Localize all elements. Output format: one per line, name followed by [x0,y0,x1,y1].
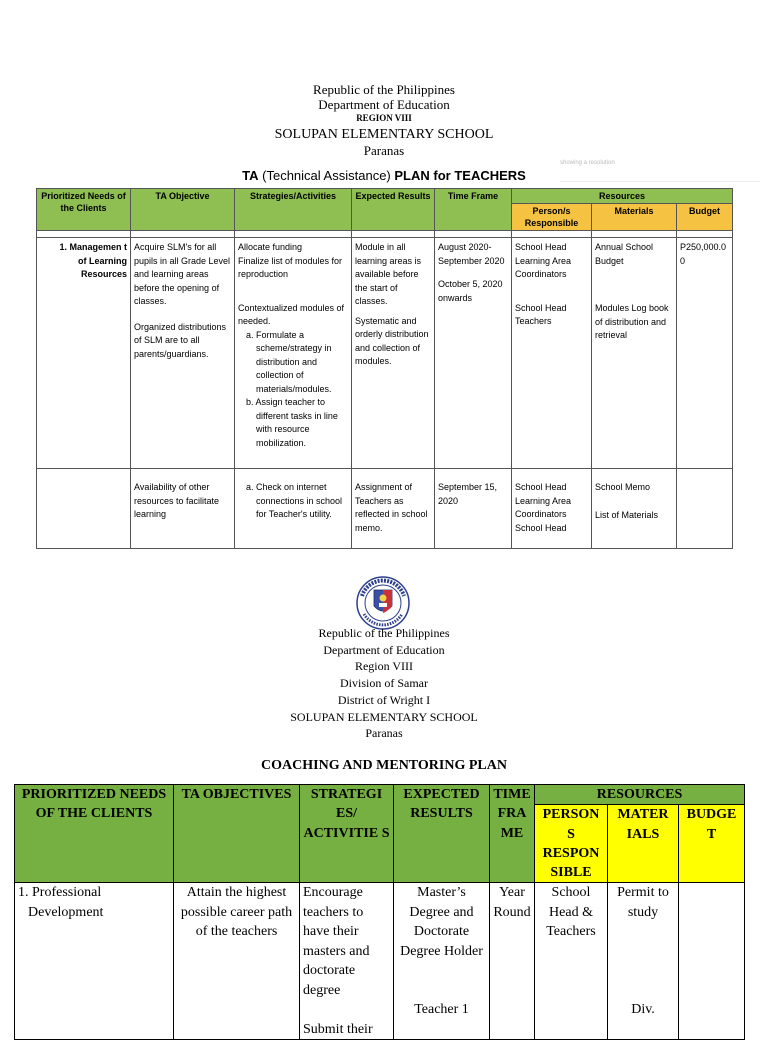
deped-seal-icon [356,576,410,630]
cm-header-materials: MATER IALS [608,805,679,883]
ta-row1-objective: Acquire SLM's for all pupils in all Grade Level and learning areas before the opening of classes. Organized distributions of SLM are to all parents/guardians. [131,238,235,469]
ta-header-person: Person/s Responsible [512,204,592,231]
ta-row2-strategy: a. Check on internet connections in school for Teacher's utility. [235,469,352,549]
cm-header-objectives: TA OBJECTIVES [174,785,300,883]
cm-header-budget: BUDGE T [679,805,745,883]
cm-row-1 [15,883,745,1040]
lower-school-name: SOLUPAN ELEMENTARY SCHOOL [290,709,478,724]
ta-plan-table [36,188,733,549]
ta-row1-time: August 2020-September 2020 October 5, 2020 onwards [435,238,512,469]
ta-plan-clip [30,180,740,534]
ta-header-objective: TA Objective [131,189,235,231]
ta-header-budget: Budget [677,204,733,231]
cm-row1-strategy: Encourage teachers to have their masters and doctorate degree Submit their [300,883,394,1040]
ta-row2-result: Assignment of Teachers as reflected in school memo. [352,469,435,549]
department-line: Department of Education [318,97,450,112]
ta-header-materials: Materials [592,204,677,231]
ta-header-strategies: Strategies/Activities [235,189,352,231]
ta-row1-strategies: Allocate funding Finalize list of modules for reproduction Contextualized modules of needed. a. Formulate a scheme/strategy in distribution and collection of materials/modules. b. Assign teacher to different tasks in line with resource mobilization. [235,238,352,469]
cm-header-resources: RESOURCES [535,785,745,805]
ta-row1-materials: Annual School Budget Modules Log book of distribution and retrieval [592,238,677,469]
lower-letterhead [0,625,768,742]
school-name: SOLUPAN ELEMENTARY SCHOOL [274,127,494,142]
cm-row1-need: 1. Professional Development [15,883,174,1040]
cm-header-time: TIME FRA ME [490,785,535,883]
lower-division-line: Division of Samar [340,676,428,691]
ta-row-1 [37,238,733,469]
coaching-plan-clip [14,784,746,1037]
cm-header-results: EXPECTED RESULTS [394,785,490,883]
ta-row1-need: 1. Managemen t of Learning Resources [37,238,131,469]
cm-row1-objective: Attain the highest possible career path of the teachers [174,883,300,1040]
ta-row1-budget: P250,000.0 0 [677,238,733,469]
coaching-plan-table [14,784,745,1040]
cm-row1-materials: Permit to study Div. [608,883,679,1040]
ta-row2-person: School Head Learning Area Coordinators School Head [512,469,592,549]
ta-row-2 [37,469,733,549]
ta-row2-materials: School Memo List of Materials [592,469,677,549]
cm-header-needs: PRIORITIZED NEEDS OF THE CLIENTS [15,785,174,883]
lower-republic-line: Republic of the Philippines [318,626,450,640]
ta-row2-time: September 15, 2020 [435,469,512,549]
ta-row2-budget [677,469,733,549]
lower-department-line: Department of Education [323,642,445,657]
cm-row1-person: School Head & Teachers [535,883,608,1040]
ta-plan-title: TA (Technical Assistance) PLAN for TEACHERS [242,168,526,183]
ta-row1-person: School Head Learning Area Coordinators School Head Teachers [512,238,592,469]
ta-header-time: Time Frame [435,189,512,231]
cm-row1-time: Year Round [490,883,535,1040]
ta-header-results: Expected Results [352,189,435,231]
cm-row1-result: Master’s Degree and Doctorate Degree Holder Teacher 1 [394,883,490,1040]
ta-header-resources: Resources [512,189,733,204]
town-line: Paranas [363,143,405,158]
cm-row1-budget [679,883,745,1040]
coaching-plan-title: COACHING AND MENTORING PLAN [261,758,507,773]
lower-town-line: Paranas [365,726,403,741]
cm-header-person: PERSON S RESPON SIBLE [535,805,608,883]
cm-header-strategies: STRATEGI ES/ ACTIVITIE S [300,785,394,883]
republic-line: Republic of the Philippines [313,82,455,97]
faint-cropped-note: showing a resolution [560,160,760,182]
region-line: REGION VIII [356,113,412,123]
lower-region-line: Region VIII [354,659,414,674]
ta-header-needs: Prioritized Needs of the Clients [37,189,131,231]
ta-row2-objective: Availability of other resources to facilitate learning [131,469,235,549]
ta-row1-results: Module in all learning areas is available before the start of classes. Systematic and orderly distribution and collection of modules. [352,238,435,469]
ta-row2-need [37,469,131,549]
lower-district-line: District of Wright I [337,692,431,707]
